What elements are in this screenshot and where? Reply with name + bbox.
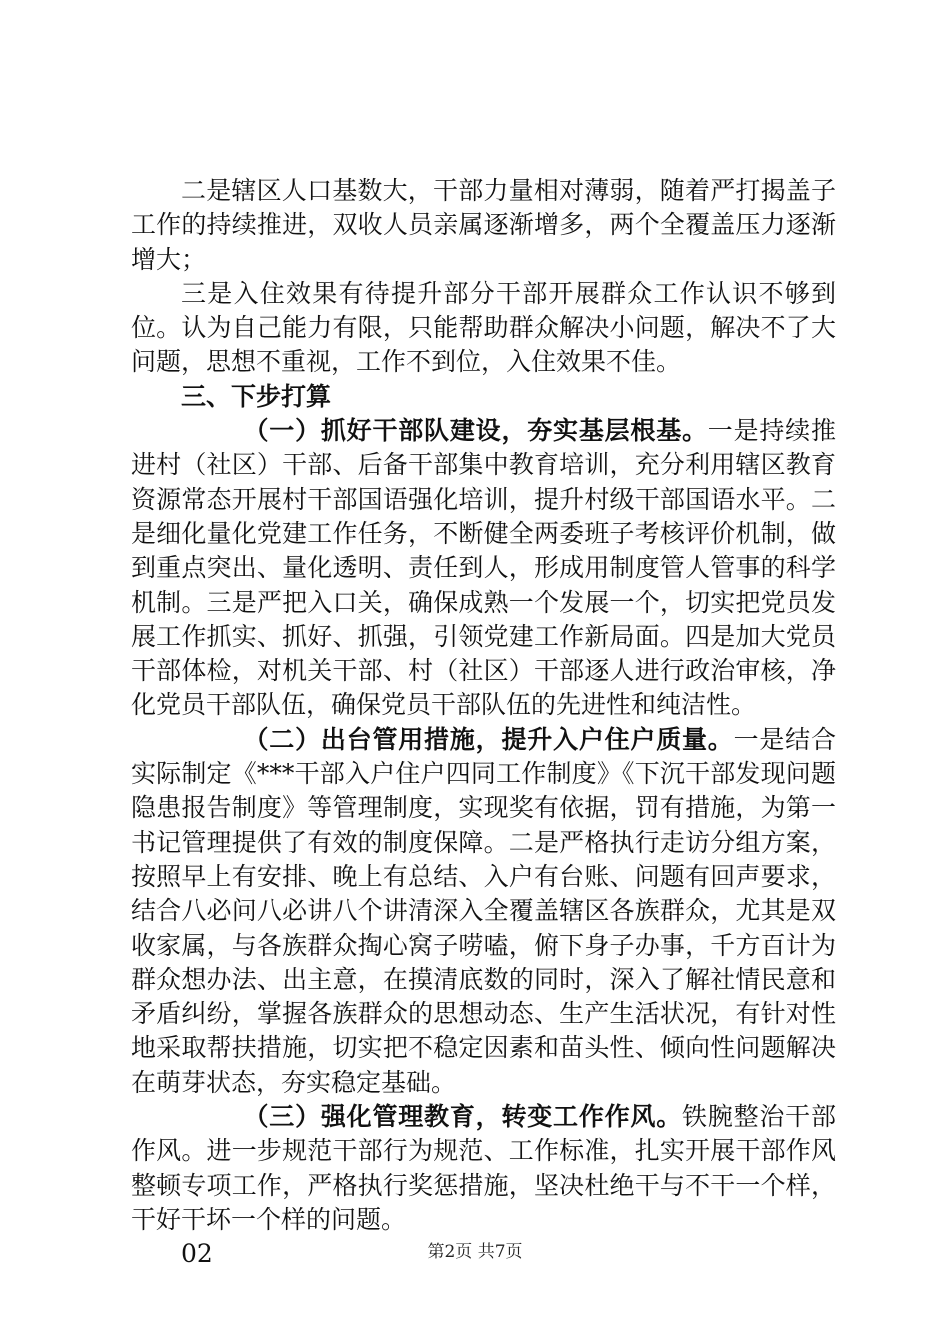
measure-household-visits-lead: （二）出台管用措施，提升入户住户质量。: [243, 724, 734, 754]
measure-work-style: [131, 1100, 836, 1237]
measure-work-style-body: 铁腕整治干部作风。进一步规范干部行为规范、工作标准，扎实开展干部作风整顿专项工作，严格执行奖惩措施，坚决杜绝干与不干一个样，干好干坏一个样的问题。: [131, 1102, 836, 1234]
section-heading-next-steps: 三、下步打算: [181, 381, 332, 411]
measure-cadre-team-body: 一是持续推进村（社区）干部、后备干部集中教育培训，充分利用辖区教育资源常态开展村干部国语强化培训，提升村级干部国语水平。二是细化量化党建工作任务，不断健全两委班子考核评价机制，做到重点突出、量化透明、责任到人，形成用制度管人管事的科学机制。三是严把入口关，确保成熟一个发展一个，切实把党员发展工作抓实、抓好、抓强，引领党建工作新局面。四是加大党员干部体检，对机关干部、村（社区）干部逐人进行政治审核，净化党员干部队伍，确保党员干部队伍的先进性和纯洁性。: [131, 416, 836, 720]
measure-cadre-team-lead: （一）抓好干部队建设，夯实基层根基。: [243, 416, 708, 446]
measure-cadre-team: [131, 414, 836, 723]
paragraph-population-pressure: 二是辖区人口基数大，干部力量相对薄弱，随着严打揭盖子工作的持续推进，双收人员亲属逐渐增多，两个全覆盖压力逐渐增大；: [131, 176, 836, 274]
page-mark: 02: [181, 1239, 213, 1269]
page-footer: [0, 1242, 950, 1262]
document-body: [131, 174, 836, 1272]
page-number-label: 第2页 共7页: [427, 1242, 523, 1262]
measure-work-style-lead: （三）强化管理教育，转变工作作风。: [243, 1102, 682, 1132]
measure-household-visits-body: 一是结合实际制定《***干部入户住户四同工作制度》《下沉干部发现问题隐患报告制度》等管理制度，实现奖有依据，罚有措施，为第一书记管理提供了有效的制度保障。二是严格执行走访分组方案，按照早上有安排、晚上有总结、入户有台账、问题有回声要求，结合八必问八必讲八个讲清深入全覆盖辖区各族群众，尤其是双收家属，与各族群众掏心窝子唠嗑，俯下身子办事，千方百计为群众想办法、出主意，在摸清底数的同时，深入了解社情民意和矛盾纠纷，掌握各族群众的思想动态、生产生活状况，有针对性地采取帮扶措施，切实把不稳定因素和苗头性、倾向性问题解决在萌芽状态，夯实稳定基础。: [131, 724, 836, 1097]
paragraph-residence-effect: 三是入住效果有待提升部分干部开展群众工作认识不够到位。认为自己能力有限，只能帮助群众解决小问题，解决不了大问题，思想不重视，工作不到位，入住效果不佳。: [131, 278, 836, 377]
measure-household-visits: [131, 723, 836, 1100]
